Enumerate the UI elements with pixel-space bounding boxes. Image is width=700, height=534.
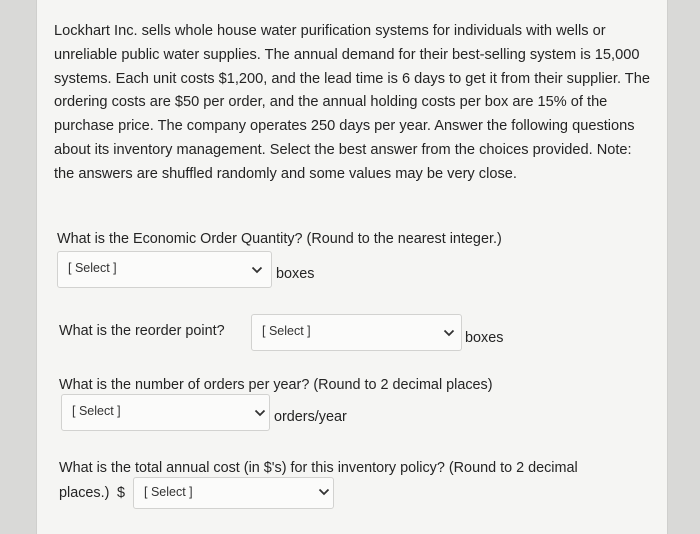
- orders-select-label: [ Select ]: [72, 404, 121, 418]
- eoq-select[interactable]: [57, 251, 272, 288]
- total-cost-question-line2: places.): [59, 485, 110, 501]
- eoq-select-label: [ Select ]: [68, 261, 117, 275]
- orders-select[interactable]: [61, 394, 270, 431]
- chevron-down-icon: [318, 488, 330, 496]
- chevron-down-icon: [251, 266, 263, 274]
- total-cost-question: What is the total annual cost (in $'s) for this inventory policy? (Round to 2 decimal: [59, 460, 578, 476]
- reorder-select[interactable]: [251, 314, 462, 351]
- total-cost-select-label: [ Select ]: [144, 485, 193, 499]
- chevron-down-icon: [254, 409, 266, 417]
- chevron-down-icon: [443, 329, 455, 337]
- reorder-question: What is the reorder point?: [59, 323, 225, 339]
- total-cost-select[interactable]: [133, 477, 334, 509]
- eoq-question: What is the Economic Order Quantity? (Round to the nearest integer.): [57, 231, 502, 247]
- orders-question: What is the number of orders per year? (Round to 2 decimal places): [59, 377, 493, 393]
- currency-symbol: $: [117, 485, 126, 501]
- eoq-unit: boxes: [276, 266, 315, 282]
- reorder-unit: boxes: [465, 330, 504, 346]
- reorder-select-label: [ Select ]: [262, 324, 311, 338]
- question-intro: Lockhart Inc. sells whole house water purification systems for individuals with wells or unreliable public water supplies. The annual demand for their best-selling system is 15,000 systems. Each unit costs $1,200, and the lead time is 6 days to get it from their supplier. The ordering costs are $50 per order, and the annual holding costs per box are 15% of the purchase price. The company operates 250 days per year. Answer the following questions about its inventory management. Select the best answer from the choices provided. Note: the answers are shuffled randomly and some values may be very close.: [54, 23, 650, 182]
- orders-unit: orders/year: [274, 409, 347, 425]
